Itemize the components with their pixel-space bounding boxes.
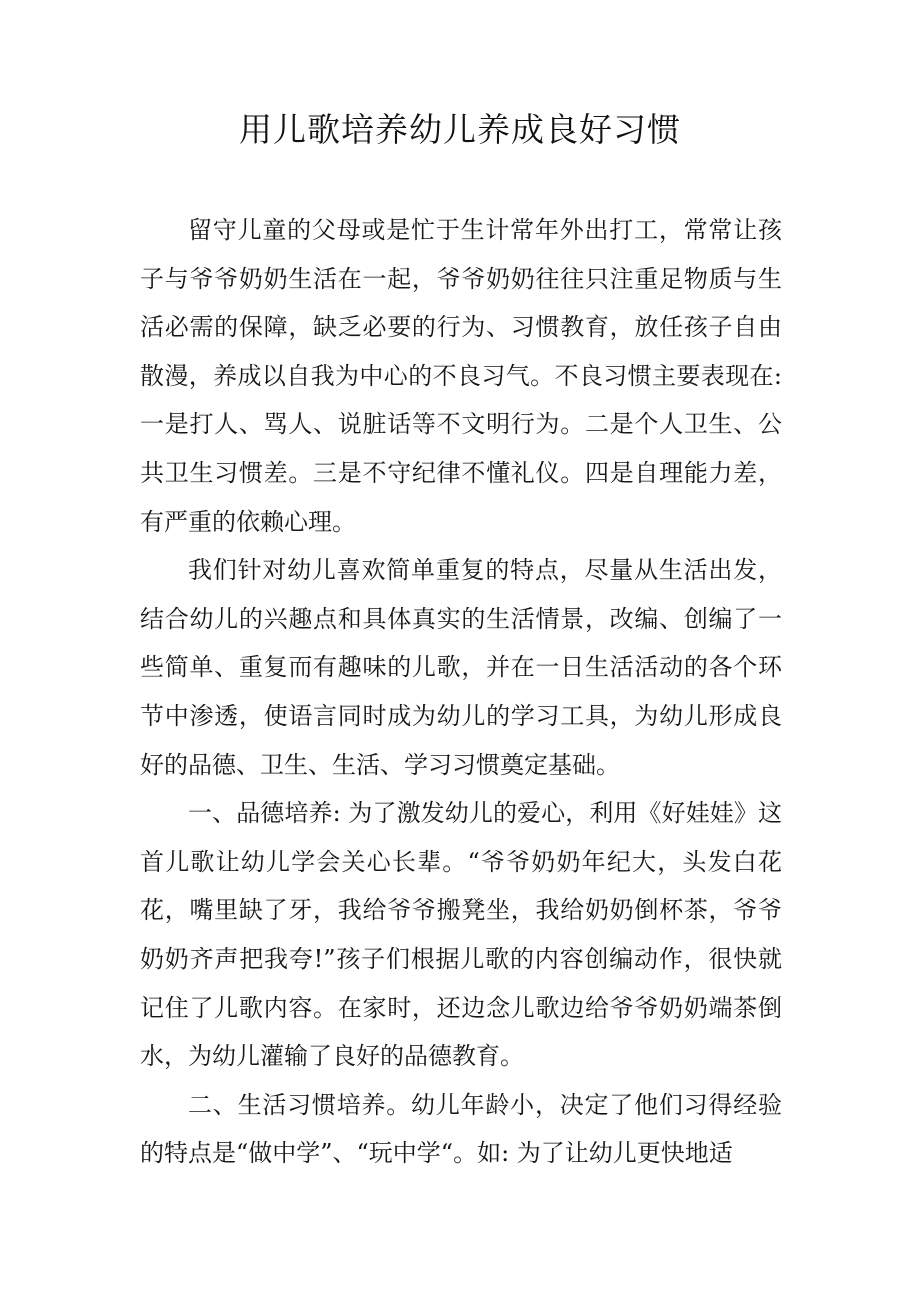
- paragraph-life-habits: 二、生活习惯培养。幼儿年龄小，决定了他们习得经验的特点是“做中学”、“玩中学“。如: 为了让幼儿更快地适: [140, 1090, 782, 1168]
- paragraph-intro: 留守儿童的父母或是忙于生计常年外出打工，常常让孩子与爷爷奶奶生活在一起，爷爷奶奶往往只注重足物质与生活必需的保障，缺乏必要的行为、习惯教育，放任孩子自由散漫，养成以自我为中心的不良习气。不良习惯主要表现在:一是打人、骂人、说脏话等不文明行为。二是个人卫生、公共卫生习惯差。三是不守纪律不懂礼仪。四是自理能力差，有严重的依赖心理。: [140, 216, 782, 536]
- document-title: 用儿歌培养幼儿养成良好习惯: [239, 110, 681, 149]
- paragraph-moral-training: 一、品德培养: 为了激发幼儿的爱心，利用《好娃娃》这首儿歌让幼儿学会关心长辈。“爷爷奶奶年纪大，头发白花花，嘴里缺了牙，我给爷爷搬凳坐，我给奶奶倒杯茶，爷爷奶奶齐声把我夸!”孩子们根据儿歌的内容创编动作，很快就记住了儿歌内容。在家时，还边念儿歌边给爷爷奶奶端茶倒水，为幼儿灌输了良好的品德教育。: [140, 799, 782, 1071]
- paragraph-approach: 我们针对幼儿喜欢简单重复的特点，尽量从生活出发，结合幼儿的兴趣点和具体真实的生活情景，改编、创编了一些简单、重复而有趣味的儿歌，并在一日生活活动的各个环节中渗透，使语言同时成为幼儿的学习工具，为幼儿形成良好的品德、卫生、生活、学习习惯奠定基础。: [140, 556, 782, 779]
- document-body: [140, 206, 782, 1178]
